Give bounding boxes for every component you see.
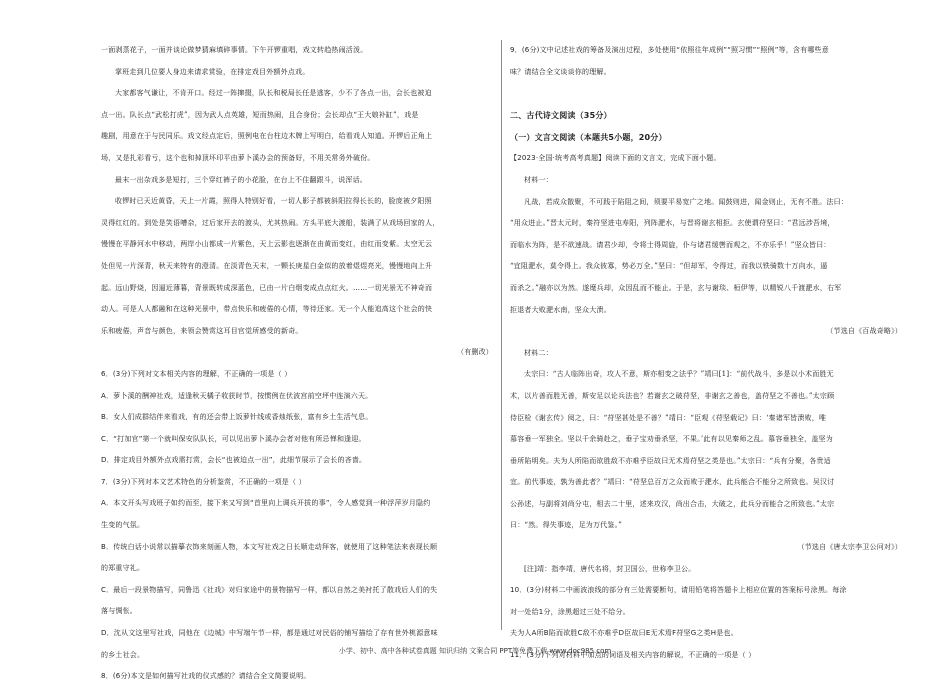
classical-text-line: 宜。前代事迹，孰为善此者？”靖曰：“苻坚总百万之众而败于淝水，此兵能合不能分之所致也。吴汉讨 xyxy=(510,478,835,487)
passage-line: 点一出。队长点“武松打虎”，因为武人点英雄，短而热闹，且合身份；会长却点“王大娘补缸”，戏是 xyxy=(101,110,419,119)
classical-text-line: “宜阻淝水，莫令得上。我众彼寡，势必万全。”坚曰：“但却军，令得过，而我以铁骑数十万向水，逼 xyxy=(510,262,828,271)
question-line: 7．(3分)下列对本文艺术特色的分析鉴赏，不正确的一项是（ ） xyxy=(101,477,306,486)
column-divider xyxy=(501,40,502,630)
classical-text-line: 慕容垂一军独全。坚以千余骑赴之，垂子宝劝垂杀坚，不果。’此有以见秦师之乱。慕容垂独全，盖坚为 xyxy=(510,435,833,444)
question-line: 味？请结合全文谈谈你的理解。 xyxy=(510,67,611,76)
classical-text-line: 而杀之。”融亦以为然。遂麾兵却，众因乱而不能止。于是，玄与谢琰、桓伊等，以精锐八千渡淝水，右军 xyxy=(510,283,842,292)
passage-line: 一面剥蒸花子，一面并谈论做梦猜麻填碎事情。下午开锣重唱，戏文转趋热闹活泼。 xyxy=(101,46,368,54)
question-line: 的乡土社会。 xyxy=(101,650,145,659)
passage-line: 乐和疲倦，声音与颜色，来领会赞赏这耳目官觉所感受的新奇。 xyxy=(101,326,303,335)
question-line: B．女人们成群结伴来看戏，有的还会带上饭萝针线或香烛纸张，富有乡土生活气息。 xyxy=(101,413,373,422)
passage-source: （有删改） xyxy=(457,348,493,357)
passage-line: 最末一出杂戏多是短打，三个穿红裤子的小花脸，在台上不住翻跟斗，说浑话。 xyxy=(115,175,367,184)
passage-line: 灵得红红的。到处是笑语嘈杂，过后家开去的渡头，尤其热闹。方头平底大渡船，装满了从戏场回家的人， xyxy=(101,218,440,227)
question-line: 夫为人A所B陷而欲胜C敌不亦难乎D臣故曰E无术焉F苻坚G之类H是也。 xyxy=(510,629,738,638)
question-line: C．“打加官”第一个就叫保安队队长，可以见出萝卜溪办会者对他有所忌惮和逢迎。 xyxy=(101,434,366,443)
passage-line: 起。远山野烧，因逼近薄暮，背景既转成深蓝色，已由一片白烟变成点点红火。……一切光景无不神奇而 xyxy=(101,283,433,292)
classical-text-line: “用众进止。”晋太元时，秦符坚进屯寿阳，列阵淝水，与晋将谢玄相拒。玄使谓苻坚曰：“君远涉吾境， xyxy=(510,219,835,228)
section-title: 二、古代诗文阅读（35分） xyxy=(510,111,612,121)
classical-text-line: 垂所陷明矣。夫为人所陷而欲胜敌不亦难乎臣故曰无术焉苻坚之类是也。”太宗曰：“兵有分聚，各贵适 xyxy=(510,456,831,465)
question-line: 对一处给1分，涂黑超过三处不给分。 xyxy=(510,607,630,616)
passage-line: 处但见一片深青，秋天来特有的澄清。在淡青色天末，一颗长庚星白金似的放着煜煜亮光，慢慢地向上升 xyxy=(101,261,433,270)
material-source: （节选自《百战奇略》） xyxy=(826,327,902,336)
classical-text-line: 而临水为阵，是不欲速战。请君少却，令将士得周旋，仆与诸君缓辔而观之，不亦乐乎！”坚众皆曰： xyxy=(510,240,831,249)
passage-line: 慢慢在平静河水中移动，两岸小山都成一片紫色，天上云影也逐渐在由黄而变红，由红而变紫。太空无云 xyxy=(101,240,433,249)
question-line: 6．(3分)下列对文本相关内容的理解，不正确的一项是（ ） xyxy=(101,369,292,378)
classical-text-line: 太宗曰：“古人临阵出奇，攻人不意，斯亦相变之法乎？”靖曰[1]：“前代战斗，多是以小术而胜无 xyxy=(524,370,834,379)
question-line: D．排定戏目外额外点戏需打赏，会长“也被迫点一出”，此细节展示了会长的吝啬。 xyxy=(101,456,367,465)
question-line: 生变的气氛。 xyxy=(101,521,145,530)
reading-prompt: 【2023·全国·统考高考真题】阅读下面的文言文，完成下面小题。 xyxy=(510,154,721,163)
material-label: 材料一： xyxy=(524,175,553,184)
question-line: A．萝卜溪的酬神社戏，适逢秋天橘子收获时节，按惯例在伏波宫前空坪中连演六天。 xyxy=(101,391,373,400)
passage-line: 动人。可是人人都融和在这种光景中，带点快乐和疲倦的心情，等待还家。无一个人能追高这个社会的快 xyxy=(101,305,433,314)
passage-line: 趣剧，用意在于与民同乐。戏文经点定后，照例电在台柱边木牌上写明白，给看戏人知道。开锣后正角上 xyxy=(101,132,433,141)
passage-line: 收锣时已天近黄昏，天上一片霞，照得人特别好看，一切人影子都被斜阳拉得长长的，脸庞被夕阳照 xyxy=(115,197,432,206)
passage-line: 场，又是扎彩看亏，这个也和掉顶坏印平由萝卜溪办会的预备好，不用关常务外破份。 xyxy=(101,153,375,162)
question-line: D．沈从文这里写社戏，同他在《边城》中写端午节一样，都是通过对民俗的铺写描绘了存有世外桃源意味 xyxy=(101,629,438,638)
classical-text-line: 凡战，若成众散聚，不可践于陷阻之间，须要平易宽广之地。闻鼓则进，闻金则止，无有不胜。法曰： xyxy=(524,197,848,206)
classical-text-line: 公孙述，与副将刘尚分屯，相去二十里，述来攻汉，尚出合击，大破之，此兵分而能合之所致也。”太宗 xyxy=(510,499,835,508)
question-line: A．本文开头写戏班子如约而至，接下来又写到“首里向上调兵开拔的事”，令人感觉到一种浮萍岁月隐约 xyxy=(101,499,431,508)
right-column xyxy=(510,40,902,667)
passage-line: 掌班走到几位要人身边来请求赏验，在排定戏目外额外点戏。 xyxy=(115,67,310,76)
classical-text-line: 曰：“然。得失事迹，足为万代鉴。” xyxy=(510,521,623,530)
question-line: 9．(6分)文中记述社戏的筹备及演出过程，多处使用“依照往年成例”“照习惯”“照例”等，含有哪些意 xyxy=(510,46,829,54)
classical-text-line: 术，以片善而胜无善，斯安足以论兵法也？若谢玄之破苻坚，非谢玄之善也，盖苻坚之不善也。”太宗顾 xyxy=(510,391,835,400)
left-column xyxy=(101,40,493,688)
annotation-note: [注]靖：指李靖，唐代名将，封卫国公，世称李卫公。 xyxy=(524,564,696,573)
material-label: 材料二： xyxy=(524,348,553,357)
page-footer: 小学、初中、高中各种试卷真题 知识归纳 文案合同 PPT等免费下载 www.doc985.com xyxy=(338,647,612,655)
passage-line: 大家都客气谦让，不肯开口。经过一阵撺掇，队长和税局长任是逃客，少不了各点一出，会长也被迫 xyxy=(115,89,432,98)
question-line: 10．(3分)材料二中画波浪线的部分有三处需要断句，请用铅笔将答题卡上相应位置的答案标号涂黑。每涂 xyxy=(510,586,847,595)
classical-text-line: 拒退者大败淝水南，坚众大溃。 xyxy=(510,305,611,314)
classical-text-line: 侍臣检《谢玄传》阅之，曰：“苻坚甚处是不善？”靖曰：“臣观《苻坚载记》曰：‘秦诸军皆溃败，唯 xyxy=(510,413,827,422)
question-line: B．传统白话小说常以描摹衣饰来刻画人物，本文写社戏之日长顺走动拜客，就使用了这种笔法来表现长顺 xyxy=(101,542,438,551)
spacer xyxy=(510,83,902,105)
question-line: 落与惆怅。 xyxy=(101,607,137,616)
question-line: 11．(3分)下列对材料中加点的词语及相关内容的解说，不正确的一项是（ ） xyxy=(510,651,756,660)
material-source: （节选自《唐太宗李卫公问对》） xyxy=(797,543,902,552)
question-line: C．最后一段景物描写，同鲁迅《社戏》对归家途中的景物描写一样，都以自然之美衬托了散戏后人们的失 xyxy=(101,585,438,594)
question-line: 8．(6分)本文是如何描写社戏的仪式感的？请结合全文简要说明。 xyxy=(101,672,311,681)
subsection-title: （一）文言文阅读（本题共5小题，20分） xyxy=(510,132,667,142)
question-line: 的郑重守礼。 xyxy=(101,564,145,573)
